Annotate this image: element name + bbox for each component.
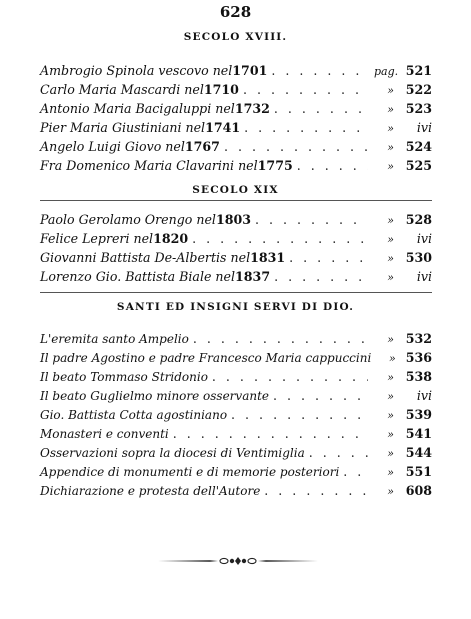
entry-title: Antonio Maria Bacigaluppi nel [40,101,235,116]
entry-ref: pag. [374,65,399,78]
entry-ref: » [387,122,394,135]
entry-year: 1803 [215,212,251,227]
entry-ref: » [387,233,394,246]
toc-entry [40,157,432,175]
section-divider [40,292,432,293]
dot-leader [173,425,368,443]
entry-title: Il beato Tommaso Stridonio [40,370,208,384]
entry-year: 1701 [232,63,268,78]
entry-title: Angelo Luigi Giovo nel [40,139,185,154]
dot-leader [264,482,368,500]
entry-page: ivi [416,269,432,284]
entry-title: Carlo Maria Mascardi nel [40,82,204,97]
entry-year: 1710 [203,82,239,97]
entry-title: Felice Lepreri nel [40,231,154,246]
toc-entry [40,62,432,80]
toc-entry [40,100,432,118]
entry-ref: » [387,428,394,441]
entry-title: Giovanni Battista De-Albertis nel [40,250,251,265]
entry-page: 521 [405,63,432,78]
entry-year: 1741 [205,120,241,135]
dot-leader [244,119,368,137]
entry-title: Il beato Guglielmo minore osservante [40,389,270,403]
entry-ref: » [387,141,394,154]
toc-entry [40,349,432,367]
entry-year: 1837 [235,269,271,284]
entry-ref: » [387,84,394,97]
dot-leader [343,463,368,481]
toc-entry [40,230,432,248]
entry-ref: » [387,466,394,479]
entry-ref: » [387,390,394,403]
entry-ref: » [387,252,394,265]
dot-leader [271,62,368,80]
entry-page: ivi [416,231,432,246]
toc-entry [40,268,432,286]
entry-page: ivi [416,120,432,135]
entry-ref: » [387,333,394,346]
toc-entry [40,211,432,229]
toc-entry [40,463,432,481]
entry-title: Gio. Battista Cotta agostiniano [40,408,228,422]
dot-leader [224,138,368,156]
toc-entry [40,482,432,500]
entry-page: 539 [405,407,432,422]
toc-entry [40,249,432,267]
entry-page: 608 [405,483,432,498]
section-divider [40,200,432,201]
entry-page: 530 [405,250,432,265]
dot-leader [231,406,368,424]
dot-leader [212,368,368,386]
entry-page: 541 [405,426,432,441]
entry-ref: » [387,271,394,284]
dot-leader [255,211,368,229]
entry-page: ivi [416,388,432,403]
entry-title: Osservazioni sopra la diocesi di Ventimiglia [40,446,305,460]
entry-title: Lorenzo Gio. Battista Biale nel [40,269,236,284]
toc-entry [40,444,432,462]
dot-leader [274,268,368,286]
dot-leader [309,444,368,462]
page-number: 628 [219,3,252,21]
entry-page: 524 [405,139,432,154]
entry-ref: » [388,352,396,365]
entry-page: 538 [405,369,432,384]
entry-page: 525 [405,158,432,173]
entry-ref: » [387,103,394,116]
entry-page: 528 [405,212,432,227]
toc-entry [40,387,432,405]
section-heading-secolo-xviii: SECOLO XVIII. [183,31,288,43]
entry-title: Ambrogio Spinola vescovo nel [40,63,233,78]
entry-ref: » [387,160,394,173]
entry-page: 532 [405,331,432,346]
entry-title: Monasteri e conventi [40,427,169,441]
entry-title: L'eremita santo Ampelio [40,332,189,346]
toc-entry [40,425,432,443]
entry-ref: » [387,214,394,227]
entry-title: Appendice di monumenti e di memorie posteriori [40,465,340,479]
ornament-divider-icon [158,556,318,566]
toc-entry [40,406,432,424]
dot-leader [193,330,368,348]
entry-title: Pier Maria Giustiniani nel [40,120,206,135]
entry-year: 1732 [234,101,270,116]
entry-ref: » [387,371,394,384]
dot-leader [297,157,368,175]
toc-entry [40,330,432,348]
entry-year: 1820 [153,231,189,246]
toc-entry [40,138,432,156]
dot-leader [273,387,368,405]
dot-leader [243,81,368,99]
dot-leader [274,100,368,118]
entry-page: 551 [405,464,432,479]
entry-title: Il padre Agostino e padre Francesco Maria cappuccini [40,351,372,365]
entry-ref: » [387,409,394,422]
dot-leader [289,249,368,267]
entry-page: 523 [405,101,432,116]
entry-year: 1767 [184,139,220,154]
entry-page: 522 [405,82,432,97]
entry-page: 544 [405,445,432,460]
toc-entry [40,119,432,137]
toc-entry [40,368,432,386]
entry-year: 1831 [250,250,286,265]
toc-entry [40,81,432,99]
entry-ref: » [387,485,394,498]
entry-title: Dichiarazione e protesta dell'Autore [40,484,261,498]
entry-title: Fra Domenico Maria Clavarini nel [40,158,258,173]
entry-ref: » [387,447,394,460]
entry-page: 536 [405,350,432,365]
section-heading-secolo-xix: SECOLO XIX [192,184,279,196]
entry-year: 1775 [257,158,293,173]
entry-title: Paolo Gerolamo Orengo nel [40,212,216,227]
section-heading-santi: SANTI ED INSIGNI SERVI DI DIO. [116,301,355,313]
dot-leader [192,230,368,248]
